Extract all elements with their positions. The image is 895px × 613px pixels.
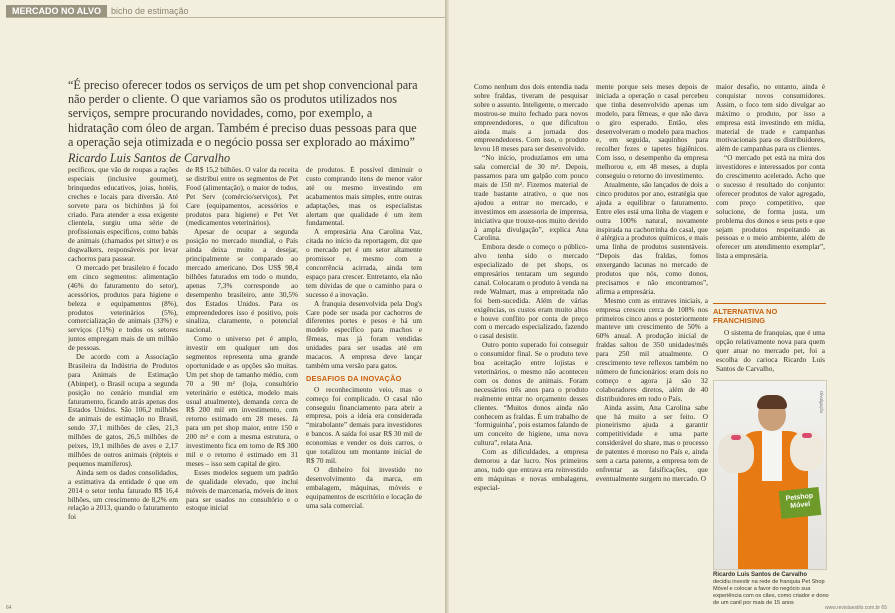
- paragraph: maior desafio, no entanto, ainda é conquistar novos consumidores. Assim, o foco tem sido divulgar ao máximo o produto, por isso a empresa está investindo em mídia, material de trade e campanhas motivacionais para os distribuidores, além de campanhas para os clientes.: [716, 83, 825, 154]
- article-column-6b: [716, 329, 825, 379]
- franchisee-photo: [713, 380, 827, 570]
- paragraph: Ainda sem os dados consolidados, a estimativa da entidade é que em 2014 o setor tenha faturado R$ 16,4 bilhões, um crescimento de 8,2% em relação a 2013, quando o faturamento foi: [68, 468, 178, 522]
- paragraph: de produtos. É possível diminuir o custo comprando itens de menor valor até ou mesmo investindo em acabamentos mais simples, entre outras adaptações, mas os especialistas alertam que qualidade é um item fundamental.: [306, 166, 422, 228]
- caption-text: decidiu investir na rede de franquia Pet Shop Móvel e colocar a favor do negócio sua experiência com os cães, como criador e dono de um canil por mais de 15 anos: [713, 579, 829, 606]
- paragraph: A franquia desenvolvida pela Dog's Care pode ser usada por cachorros de diferentes portes e pesos e há um modelo específico para machos e fêmeas, mas já foram vendidas unidades para ser usadas até em macacos. A empresa deve lançar também uma versão para gatos.: [306, 299, 422, 370]
- orange-rule: [713, 303, 826, 304]
- page-number-left: 64: [6, 605, 12, 611]
- pullquote-author: Ricardo Luis Santos de Carvalho: [68, 151, 231, 166]
- paragraph: Como o universo pet é amplo, investir em qualquer um dos segmentos representa uma grande oportunidade e as opções são muitas. Um pet shop de tamanho médio, com 70 a 90 m² (loja, consultório veterinário e estética, modelo mais usual atualmente), demanda cerca de R$ 200 mil em investimento, com retorno estimado em 28 meses. Já para um pet shop maior, entre 150 e 200 m² e com a mesma estrutura, o investimento fica em torno de R$ 300 mil e o retorno é estimado em 31 meses – isso sem capital de giro.: [186, 335, 298, 468]
- franchise-heading: ALTERNATIVA NO FRANCHISING: [713, 307, 778, 325]
- paragraph: Apesar de ocupar a segunda posição no mercado mundial, o País ainda deixa muito a desejar, principalmente se comparado ao mercado americano. Dos US$ 98,4 bilhões faturados em todo o mundo, apenas 7,3% corresponde ao desempenho brasileiro, ante 30,5% dos Estados Unidos. Para os empreendedores isso é positivo, pois sinaliza, claramente, o potencial nacional.: [186, 228, 298, 335]
- logo-line-1: Petshop: [785, 492, 814, 503]
- pullquote-text: “É preciso oferecer todos os serviços de um pet shop convencional para não perder o cliente. O que variamos são os produtos utilizados nos serviços, sempre procurando novidades, como, por exemplo, a hidratação com óleo de argan. Também é preciso duas pessoas para que a operação seja otimizada e o negócio possa ser explorado ao máximo”: [68, 78, 418, 149]
- paragraph: Ainda assim, Ana Carolina sabe que há muito a ser feito. O pioneirismo ajuda a garantir competitividade e uma parte considerável do share, mas o processo de patentes é moroso no País e, ainda sem a carta patente, a empresa tem de enfrentar as falsificações, que eventualmente surgem no mercado. O: [596, 403, 708, 483]
- paragraph: “O mercado pet está na mira dos investidores e interessados por conta do crescimento acelerado. Acho que o sucesso é resultado do conjunto: oferecer produtos de valor agregado, com preço competitivo, que solucione, de forma justa, um problema dos donos e seus pets e que sejam produtos respeitando as pessoas e o meio ambiente, além de oferecer um atendimento exemplar”, lista a empresária.: [716, 154, 825, 261]
- paragraph: O dinheiro foi investido no desenvolvimento da marca, em embalagem, máquinas, móveis e equipamentos de escritório e locação de uma sala comercial.: [306, 465, 422, 510]
- person-hair: [757, 395, 787, 409]
- paragraph: O reconhecimento veio, mas o começo foi complicado. O casal não conseguiu financiamento para abrir a empresa, pois a ideia era considerada “mirabolante” demais para investidores e bancos. A saída foi usar R$ 30 mil de economias e vender os dois carros, o que totalizou um montante inicial de R$ 70 mil.: [306, 385, 422, 465]
- person-shirt: [762, 431, 782, 481]
- dog-bow: [802, 433, 812, 438]
- paragraph: Mesmo com as entraves iniciais, a empresa cresceu cerca de 108% nos primeiros cinco anos e posteriormente manteve um crescimento de 50% a 60% anual. A produção inicial de fraldas saltou de 350 unidades/mês para 250 mil atualmente. O crescimento teve reflexos também no número de funcionários: eram dois no começo e agora já são 32 colaboradores diretos, além de 40 distribuidores em todo o País.: [596, 296, 708, 403]
- photo-credit: Divulgação: [819, 391, 824, 414]
- dog-left: [718, 433, 754, 473]
- paragraph: A empresária Ana Carolina Vaz, citada no início da reportagem, diz que o mercado pet é um setor altamente promissor e, mesmo com a concorrência acirrada, ainda tem espaço para crescer. Entretanto, ela não tem dúvidas de que o caminho para o sucesso é a inovação.: [306, 228, 422, 299]
- paragraph: O mercado pet brasileiro é focado em cinco segmentos: alimentação (46% do faturamento do setor), acessórios, produtos para higiene e beleza e equipamentos (8%), produtos veterinários (5%), comercialização de animais (33%) e serviços (11%) e todos os setores juntos empregam mais de um milhão de pessoas.: [68, 263, 178, 353]
- section-subtitle: bicho de estimação: [111, 6, 189, 16]
- paragraph: mente porque seis meses depois de iniciada a operação o casal percebeu que tinha desenvolvido apenas um modelo, para fêmeas, e que não dava o giro esperado. Então, eles desenvolveram o modelo para machos e, em seguida, saquinhos para recolher fezes e tapetes higiênicos. Com isso, o desempenho da empresa melhorou e, em 48 meses, a dupla conseguiu o retorno do investimento.: [596, 83, 708, 181]
- paragraph: “No início, produzíamos em uma sala comercial de 30 m². Depois, passamos para um galpão com pouco mais de 150 m². Fizemos material de trade bastante atrativo, o que nos ajudou a entrar no mercado, e investimos em assessoria de imprensa, iniciativa que trouxe-nos muito devido à ampla divulgação”, explica Ana Carolina.: [474, 154, 588, 243]
- article-column-4: [474, 83, 588, 603]
- section-tag: MERCADO NO ALVO: [6, 5, 107, 17]
- dog-right: [790, 431, 824, 471]
- paragraph: O sistema de franquias, que é uma opção relativamente nova para quem quer atuar no mercado pet, foi a escolha do carioca Ricardo Luis Santos de Carvalho,: [716, 329, 825, 373]
- dog-bow: [731, 435, 741, 440]
- caption-name: Ricardo Luis Santos de Carvalho: [713, 572, 808, 578]
- paragraph: Embora desde o começo o público-alvo tenha sido o mercado especializado de pet shops, os empresários tentaram um segundo canal. Colocaram o produto à venda na rede Walmart, mas a empreitada não foi bem-sucedida. Além de várias exigências, os custos eram muito altos e houve conflito por conta de preço com o mercado especializado, fazendo o casal desistir.: [474, 243, 588, 341]
- paragraph: De acordo com a Associação Brasileira da Indústria de Produtos para Animais de Estimação (Abinpet), o Brasil ocupa a segunda posição no cenário mundial em faturamento, ficando atrás apenas dos Estados Unidos. São 106,2 milhões de animais de estimação no Brasil, sendo 37,1 milhões de cães, 21,3 milhões de gatos, 26,5 milhões de peixes, 19,1 milhões de aves e 2,17 milhões de outros animais (répteis e pequenos mamíferos).: [68, 353, 178, 468]
- article-column-6: [716, 83, 825, 303]
- paragraph: de R$ 15,2 bilhões. O valor da receita se distribui entre os segmentos de Pet Food (alimentação), o maior de todos, Pet Serv (comércio/serviços), Pet Care (equipamentos, acessórios e produtos para higiene) e Pet Vet (medicamentos veterinários).: [186, 166, 298, 228]
- paragraph: pecíficos, que vão de roupas a rações especiais (inclusive gourmet), brinquedos educativos, joias, hotéis, creches e locais para diversão. Até sorvete para os bichinhos já foi criado. Para atender a essa exigente clientela, surgiu uma série de profissionais específicos, como babás de animais (chamados pet sitter) e os dogwalkers, responsáveis por levar cachorros para passear.: [68, 166, 178, 264]
- paragraph: Outro ponto superado foi conseguir o consumidor final. Se o produto teve boa aceitação entre lojistas e veterinários, o mesmo não aconteceu com os donos de animais. Foram necessários três anos para o produto realmente entrar no orçamento desses clientes. “Muitos donos ainda não conhecem as fraldas. É um trabalho de ‘formiguinha’, pois estamos falando de um conceito de higiene, uma nova cultura”, relata Ana.: [474, 341, 588, 448]
- paragraph: Como nenhum dos dois entendia nada sobre fraldas, tiveram de pesquisar sobre o assunto. Inteligente, o mercado mostrou-se muito fechado para novos empreendedores, o que dificultou ainda mais a jornada dos empreendedores. Com isso, o produto levou 18 meses para ser desenvolvido.: [474, 83, 588, 154]
- logo-line-2: Móvel: [790, 500, 811, 511]
- subheading-desafios: DESAFIOS DA INOVAÇÃO: [306, 373, 402, 383]
- photo-caption: [713, 572, 829, 607]
- paragraph: Com as dificuldades, a empresa demorou a dar lucro. Nos primeiros anos, tudo que entrava era reinvestido em máquinas e novas embalagens, especial-: [474, 448, 588, 492]
- page-number-right: www.revistaestilo.com.br 65: [825, 605, 887, 611]
- franchise-section-header: [713, 303, 826, 329]
- petshop-movel-logo: [779, 487, 822, 519]
- paragraph: Atualmente, são lançados de dois a cinco produtos por ano, estratégia que ajuda a equilibrar o faturamento. Entre eles está uma linha de viagem e outra 100% natural, novamente inspirada na cachorrinha do casal, que é alérgica a produtos químicos, e mais uma linha de produtos sustentáveis. “Depois das fraldas, fomos enxergando lacunas no mercado de produtos que nós, como donos, precisamos e não encontramos”, afirma a empresária.: [596, 180, 708, 296]
- paragraph: Esses modelos seguem um padrão de qualidade elevado, que inclui móveis de marcenaria, móveis de inox para ser usados no consultório e o estoque inicial: [186, 468, 298, 513]
- article-column-5: [596, 83, 708, 603]
